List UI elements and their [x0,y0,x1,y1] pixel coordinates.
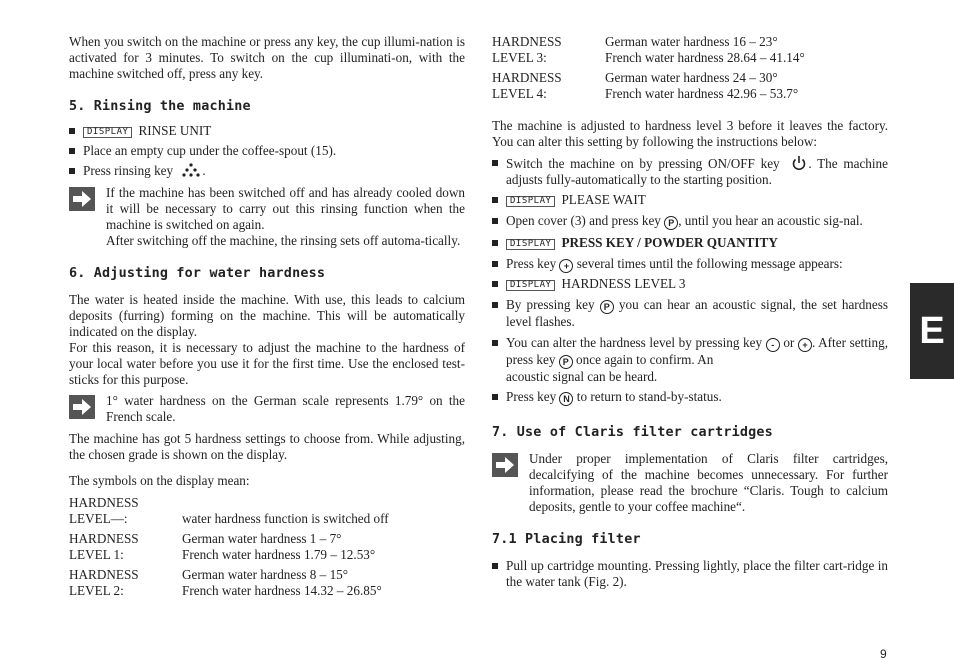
list-item [492,389,888,406]
list-text: Pull up cartridge mounting. Pressing lightly, place the filter cart-ridge in the water tank (Fig. 2). [506,558,888,589]
paragraph: The symbols on the display mean: [69,473,250,488]
note-block [69,185,465,249]
list-text: or [783,335,795,350]
hardness-key: HARDNESS [492,34,562,49]
list-item: Press rinsing key . [69,163,465,179]
note-text: After switching off the machine, the rinsing sets off automa-tically. [106,233,461,248]
list-item [492,558,888,590]
right-column [492,34,888,590]
list-item [492,155,888,188]
power-icon [791,155,807,171]
hardness-value: German water hardness 24 – 30° [605,70,778,85]
display-message: HARDNESS LEVEL 3 [561,276,686,291]
hardness-entry [69,567,465,599]
hardness-entry [69,531,465,563]
display-message: PRESS KEY / POWDER QUANTITY [561,235,778,250]
language-tab: E [910,283,954,379]
list-text: Press rinsing key [83,163,174,178]
hardness-value: French water hardness 28.64 – 41.14° [605,50,805,65]
list-text: . The machine adjusts fully-automatically to the starting position. [506,156,889,187]
hardness-key: LEVEL 2: [69,583,124,598]
hardness-key: LEVEL—: [69,511,128,526]
list-text: Press key [506,256,557,271]
hardness-value: French water hardness 42.96 – 53.7° [605,86,799,101]
minus-key-icon: - [766,338,780,352]
list-text: you can hear an acoustic signal, the set hardness level flashes. [506,297,888,329]
arrow-right-icon [69,187,95,211]
plus-key-icon: + [559,259,573,273]
list-text: acoustic signal can be heard. [506,369,658,384]
hardness-key: LEVEL 3: [492,50,547,65]
hardness-key: HARDNESS [69,531,139,546]
hardness-entry [492,34,888,66]
hardness-key: HARDNESS [492,70,562,85]
hardness-entry [69,495,465,527]
p-key-icon: P [664,216,678,230]
list-item [492,276,888,292]
list-text: You can alter the hardness level by pressing key [506,335,763,350]
paragraph: The water is heated inside the machine. With use, this leads to calcium deposits (furring) forming on the machine. This will be automatically indicated on the display. [69,292,465,339]
arrow-right-icon [492,453,518,477]
note-block [69,393,465,425]
hardness-value: German water hardness 1 – 7° [182,531,342,546]
list-item [492,192,888,208]
list-text: once again to confirm. An [576,352,714,367]
display-icon: DISPLAY [83,127,132,138]
display-icon: DISPLAY [506,239,555,250]
left-column [69,34,465,599]
section-6-heading: 6. Adjusting for water hardness [69,266,326,281]
list-item [492,297,888,330]
list-text: Switch the machine on by pressing ON/OFF key [506,156,780,171]
hardness-value: German water hardness 8 – 15° [182,567,349,582]
list-item [492,213,888,230]
list-text: Open cover (3) and press key [506,213,661,228]
note-text: If the machine has been switched off and has already cooled down it will be necessary to carry out this rinsing function when the machine is switched on again. [106,185,465,232]
p-key-icon: P [559,355,573,369]
hardness-key: LEVEL 4: [492,86,547,101]
hardness-value: German water hardness 16 – 23° [605,34,778,49]
intro-paragraph: When you switch on the machine or press any key, the cup illumi-nation is activated for 3 minutes. To switch on the cup illuminati-on, with the machine switched off, press any key. [69,34,465,81]
list-text: , until you hear an acoustic sig-nal. [678,213,863,228]
note-text: 1° water hardness on the German scale represents 1.79° on the French scale. [106,393,465,424]
display-message: RINSE UNIT [138,123,212,138]
paragraph: For this reason, it is necessary to adjust the machine to the hardness of your local water before you use it for the first time. Use the enclosed test-sticks for this purpose. [69,340,465,387]
plus-key-icon: + [798,338,812,352]
arrow-right-icon [69,395,95,419]
paragraph: The machine is adjusted to hardness level 3 before it leaves the factory. You can alter this setting by following the instructions below: [492,118,888,149]
hardness-key: HARDNESS [69,567,139,582]
list-item [69,143,465,159]
list-text: to return to stand-by-status. [576,389,722,404]
list-item [69,123,465,139]
display-icon: DISPLAY [506,280,555,291]
list-item [492,256,888,273]
page-number: 9 [880,647,887,661]
section-7-heading: 7. Use of Claris filter cartridges [492,425,773,440]
list-item [492,235,888,251]
p-key-icon: P [600,300,614,314]
hardness-value: water hardness function is switched off [182,511,389,526]
list-item [492,335,888,385]
list-text: Place an empty cup under the coffee-spout (15). [83,143,337,158]
section-5-heading: 5. Rinsing the machine [69,99,251,114]
list-text: Press key [506,389,557,404]
paragraph: The machine has got 5 hardness settings to choose from. While adjusting, the chosen grade is shown on the display. [69,431,465,462]
hardness-value: French water hardness 1.79 – 12.53° [182,547,376,562]
hardness-entry [492,70,888,102]
list-text: several times until the following message appears: [576,256,843,271]
display-icon: DISPLAY [506,196,555,207]
list-text: By pressing key [506,297,595,312]
rinse-key-icon [182,163,200,177]
section-7-1-heading: 7.1 Placing filter [492,532,641,547]
list-text: . After setting, press key [506,335,889,367]
n-key-icon: N [559,392,573,406]
note-block [492,451,888,515]
hardness-key: LEVEL 1: [69,547,124,562]
hardness-value: French water hardness 14.32 – 26.85° [182,583,382,598]
display-message: PLEASE WAIT [561,192,646,207]
hardness-key: HARDNESS [69,495,139,510]
note-text: Under proper implementation of Claris filter cartridges, decalcifying of the machine becomes unnecessary. For further information, please read the brochure “Claris. Tough to calcium deposits, gentle to your coffee machine“. [529,451,888,514]
